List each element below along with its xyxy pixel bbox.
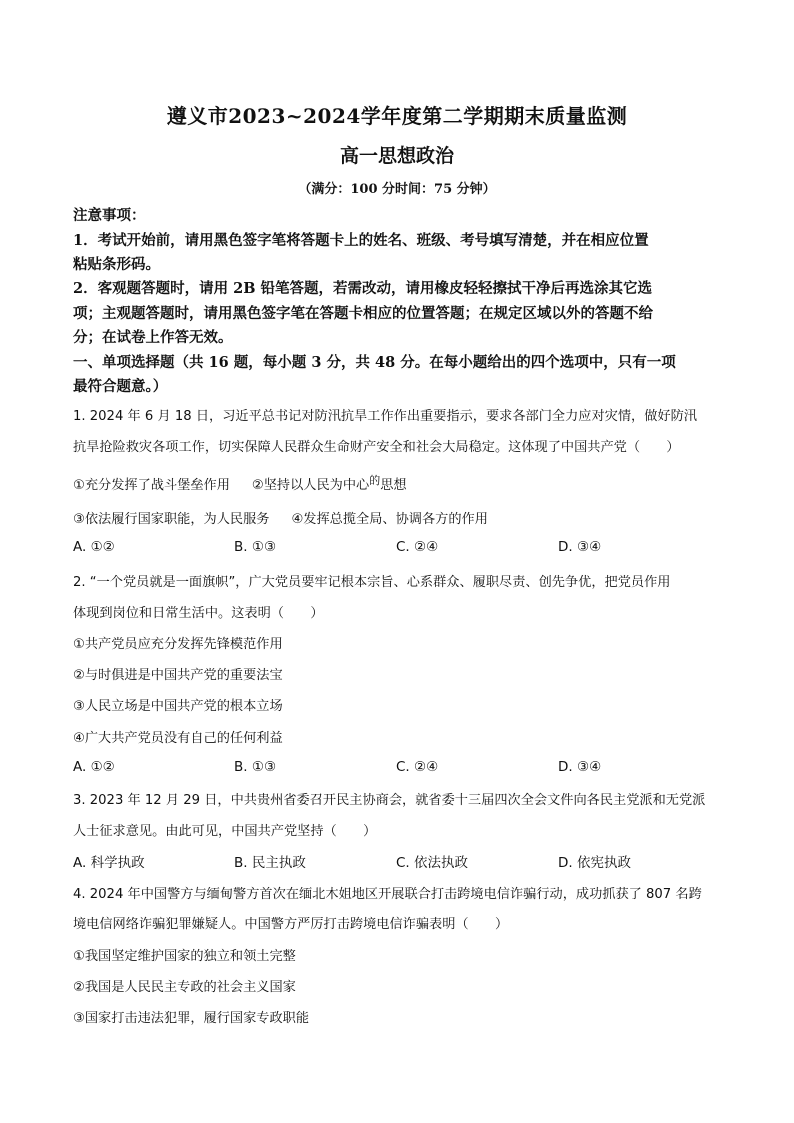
option-c[interactable]: C. ②④ xyxy=(396,759,439,775)
notice-line: 粘贴条形码。 xyxy=(73,256,160,273)
statement-4: ④广大共产党员没有自己的任何利益 xyxy=(73,731,283,746)
option-c[interactable]: C. 依法执政 xyxy=(396,855,469,871)
statement-1: ①我国坚定维护国家的独立和领土完整 xyxy=(73,949,296,964)
statement-3: ③人民立场是中国共产党的根本立场 xyxy=(73,699,283,714)
option-d[interactable]: D. 依宪执政 xyxy=(558,855,631,871)
question-stem: 4. 2024 年中国警方与缅甸警方首次在缅北木姐地区开展联合打击跨境电信诈骗行动，成功抓获了 807 名跨 xyxy=(73,887,702,902)
notice-line: 分；在试卷上作答无效。 xyxy=(73,329,233,346)
statement-2: ②坚持以人民为中心 xyxy=(251,478,370,493)
option-a[interactable]: A. 科学执政 xyxy=(73,855,145,871)
statement-1: ①充分发挥了战斗堡垒作用 xyxy=(73,478,230,493)
option-b[interactable]: B. ①③ xyxy=(234,539,277,555)
question-stem: 人士征求意见。由此可见，中国共产党坚持（ ） xyxy=(73,824,377,839)
section-heading: 一、单项选择题（共 16 题，每小题 3 分，共 48 分。在每小题给出的四个选项中，只有一项 xyxy=(73,354,676,371)
statement-2-tail: 思想 xyxy=(380,478,407,493)
question-stem: 体现到岗位和日常生活中。这表明（ ） xyxy=(73,606,324,621)
statement-2: ②我国是人民民主专政的社会主义国家 xyxy=(73,980,296,995)
option-d[interactable]: D. ③④ xyxy=(558,759,602,775)
statement-4: ④发挥总揽全局、协调各方的作用 xyxy=(291,512,488,527)
option-d[interactable]: D. ③④ xyxy=(558,539,602,555)
question-stem: 3. 2023 年 12 月 29 日，中共贵州省委召开民主协商会，就省委十三届四次全会文件向各民主党派和无党派 xyxy=(73,793,706,808)
option-b[interactable]: B. ①③ xyxy=(234,759,277,775)
statement xyxy=(73,508,723,527)
notice-line: 2．客观题答题时，请用 2B 铅笔答题，若需改动，请用橡皮轻轻擦拭干净后再选涂其它选 xyxy=(73,280,653,297)
option-b[interactable]: B. 民主执政 xyxy=(234,855,306,871)
statement-2-superscript: 的 xyxy=(369,474,381,487)
statement-1: ①共产党员应充分发挥先锋模范作用 xyxy=(73,637,283,652)
statement-2: ②与时俱进是中国共产党的重要法宝 xyxy=(73,668,283,683)
option-c[interactable]: C. ②④ xyxy=(396,539,439,555)
option-a[interactable]: A. ①② xyxy=(73,759,115,775)
statement-3: ③依法履行国家职能，为人民服务 xyxy=(73,512,270,527)
question-stem: 1. 2024 年 6 月 18 日，习近平总书记对防汛抗旱工作作出重要指示，要求各部门全力应对灾情，做好防汛 xyxy=(73,409,697,424)
exam-info: （满分：100 分时间：75 分钟） xyxy=(298,182,496,197)
exam-subject: 高一思想政治 xyxy=(339,145,454,167)
statement xyxy=(73,474,723,493)
notice-heading: 注意事项： xyxy=(73,207,146,224)
question-stem: 抗旱抢险救灾各项工作，切实保障人民群众生命财产安全和社会大局稳定。这体现了中国共产党（ ） xyxy=(73,440,680,455)
question-stem: 2. “一个党员就是一面旗帜”，广大党员要牢记根本宗旨、心系群众、履职尽责、创先争优，把党员作用 xyxy=(73,575,671,590)
exam-title: 遵义市2023~2024学年度第二学期期末质量监测 xyxy=(166,104,628,128)
notice-line: 项；主观题答题时，请用黑色签字笔在答题卡相应的位置答题；在规定区域以外的答题不给 xyxy=(73,305,653,322)
notice-line: 1．考试开始前，请用黑色签字笔将答题卡上的姓名、班级、考号填写清楚，并在相应位置 xyxy=(73,232,649,249)
option-a[interactable]: A. ①② xyxy=(73,539,115,555)
statement-3: ③国家打击违法犯罪，履行国家专政职能 xyxy=(73,1011,310,1026)
section-heading: 最符合题意。） xyxy=(73,378,168,395)
question-stem: 境电信网络诈骗犯罪嫌疑人。中国警方严厉打击跨境电信诈骗表明（ ） xyxy=(73,917,509,932)
